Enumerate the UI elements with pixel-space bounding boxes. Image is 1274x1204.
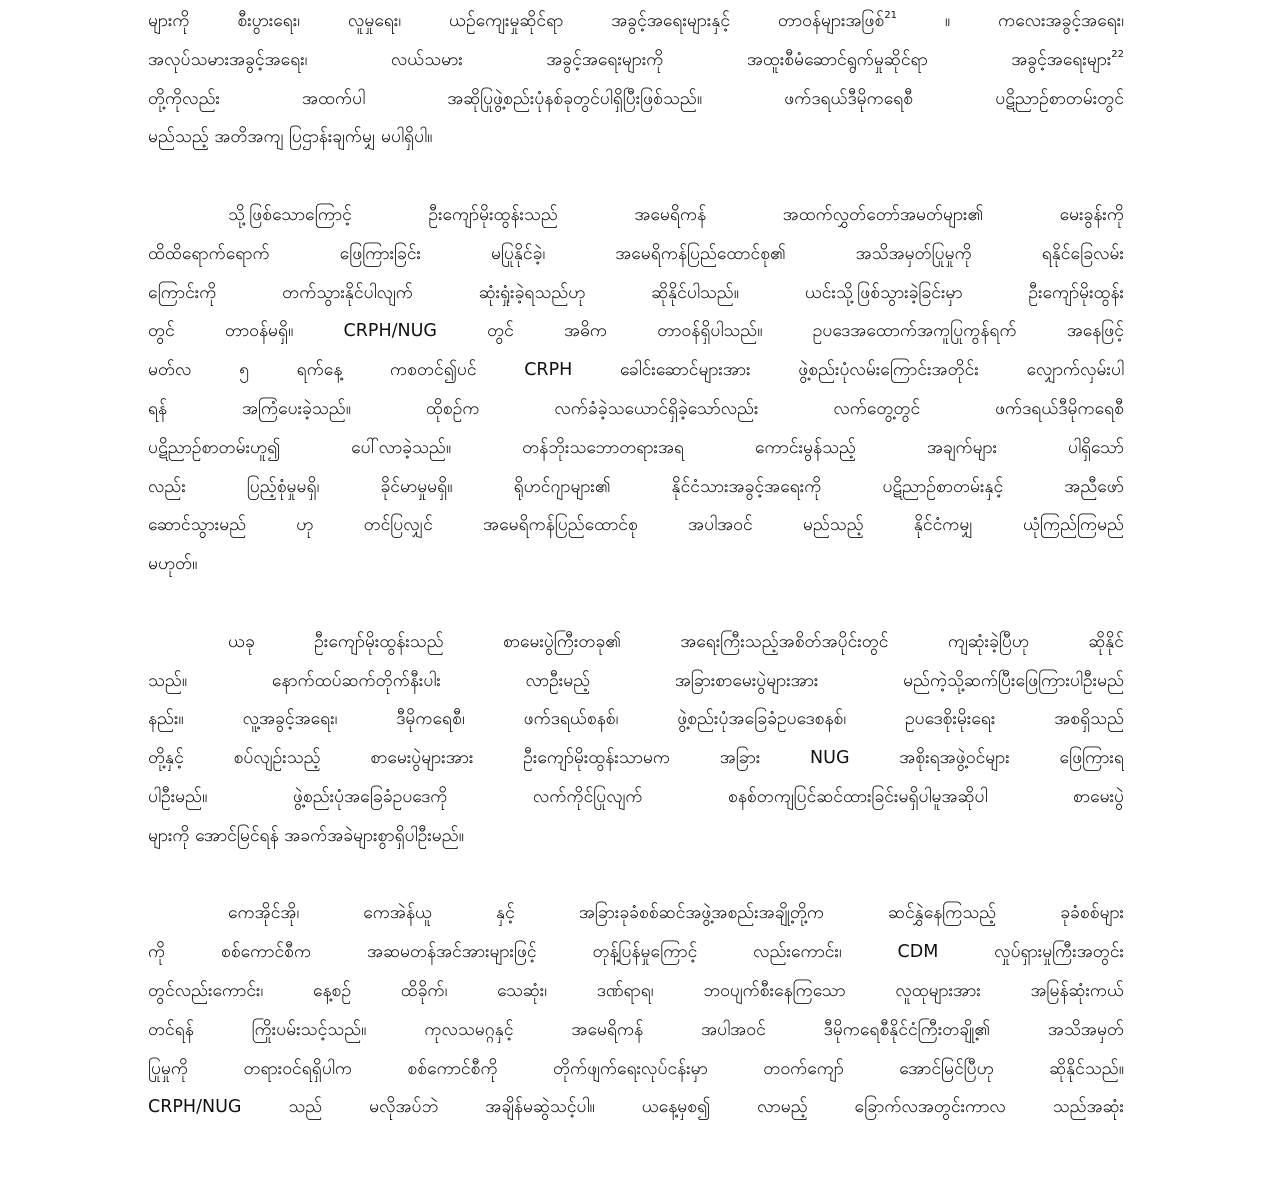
paragraph-spacer (148, 856, 1124, 895)
text-line: တွင် တာဝန်မရှိ။ CRPH/NUG တွင် အဓိက တာဝန်ရှိပါသည်။ ဥပဒေအထောက်အကူပြုကွန်ရက် အနေဖြင့် (148, 321, 1124, 342)
text-line: များကို စီးပွားရေး၊ လူမှုရေး၊ ယဉ်ကျေးမှုဆိုင်ရာ အခွင့်အရေးများနှင့် တာဝန်များအဖြစ်$^{21}$ ။ ကလေးအခွင့်အရေး၊ (148, 10, 1124, 31)
text-line: မတ်လ ၅ ရက်နေ့ ကစတင်၍ပင် CRPH ခေါင်းဆောင်များအား ဖွဲ့စည်းပုံလမ်းကြောင်းအတိုင်း လျှောက်လှမ်းပါ (148, 360, 1124, 381)
text-line: ရန် အကြံပေးခဲ့သည်။ ထိုစဉ်က လက်ခံခဲ့သယောင်ရှိခဲ့သော်လည်း လက်တွေ့တွင် ဖက်ဒရယ်ဒီမိုကရေစီ (148, 398, 1124, 419)
paragraph-spacer (148, 157, 1124, 196)
text-line: ယခု ဦးကျော်မိုးထွန်းသည် စာမေးပွဲကြီးတခု၏ အရေးကြီးသည့်အစိတ်အပိုင်းတွင် ကျဆုံးခဲ့ပြီဟု ဆိုနိုင် (228, 631, 1124, 652)
text-line: ပါဦးမည်။ ဖွဲ့စည်းပုံအခြေခံဥပဒေကို လက်ကိုင်ပြုလျက် စနစ်တကျပြင်ဆင်ထားခြင်းမရှိပါမူအဆိုပါ စာမေးပွဲ (148, 786, 1124, 807)
paragraph-1 (148, 2, 1124, 157)
text-line: မဟုတ်။ (148, 554, 198, 575)
text-line: ကို စစ်ကောင်စီက အဆမတန်အင်အားများဖြင့် တုန့်ပြန်မှုကြောင့် လည်းကောင်း၊ CDM လှုပ်ရှားမှုကြီးအတွင်း (148, 942, 1124, 963)
text-line: လည်း ပြည့်စုံမှုမရှိ၊ ခိုင်မာမှုမရှိ။ ရိုဟင်ဂျာများ၏ နိုင်ငံသားအခွင့်အရေးကို ပဋိညာဉ်စာတမ်းနှင့် အညီဖော် (148, 476, 1124, 497)
footnote-ref-21[interactable]: 21 (884, 10, 898, 21)
paragraph-spacer (148, 584, 1124, 623)
footnote-ref-22[interactable]: 22 (1111, 48, 1124, 60)
text-line: ပြုမှုကို တရားဝင်ရရှိပါက စစ်ကောင်စီကို တိုက်ဖျက်ရေးလုပ်ငန်းမှာ တဝက်ကျော် အောင်မြင်ပြီဟု ဆိုနိုင်သည်။ (148, 1058, 1124, 1079)
text-line: တို့ကိုလည်း အထက်ပါ အဆိုပြုဖွဲ့စည်းပုံနစ်ခုတွင်ပါရှိပြီးဖြစ်သည်။ ဖက်ဒရယ်ဒီမိုကရေစီ ပဋိညာဉ်စာတမ်းတွင် (148, 88, 1124, 109)
text-line: သည်။ နောက်ထပ်ဆက်တိုက်နီးပါး လာဦးမည့် အခြားစာမေးပွဲများအား မည်ကဲ့သို့ဆက်ပြီးဖြေကြားပါဦးမည် (148, 670, 1124, 691)
text-line: တွင်လည်းကောင်း၊ နေ့စဉ် ထိခိုက်၊ သေဆုံး၊ ဒဏ်ရာရ၊ ဘဝပျက်စီးနေကြသော လူထုများအား အမြန်ဆုံးကယ် (148, 980, 1124, 1001)
text-line: ထိထိရောက်ရောက် ဖြေကြားခြင်း မပြုနိုင်ခဲ့၊ အမေရိကန်ပြည်ထောင်စု၏ အသိအမှတ်ပြုမှုကို ရနိုင်ခြေလမ်း (148, 243, 1124, 264)
text-line: တို့နှင့် စပ်လျဉ်းသည့် စာမေးပွဲများအား ဦးကျော်မိုးထွန်းသာမက အခြား NUG အစိုးရအဖွဲ့ဝင်များ ဖြေကြားရ (148, 748, 1124, 769)
text-line: ဆောင်သွားမည် ဟု တင်ပြလျှင် အမေရိကန်ပြည်ထောင်စု အပါအဝင် မည်သည့် နိုင်ငံကမျှ ယုံကြည်ကြမည် (148, 515, 1124, 536)
text-line: တင်ရန် ကြိုးပမ်းသင့်သည်။ ကုလသမဂ္ဂနှင့် အမေရိကန် အပါအဝင် ဒီမိုကရေစီနိုင်ငံကြီးတချို့၏ အသိအမှတ် (148, 1019, 1124, 1040)
text-line: CRPH/NUG သည် မလိုအပ်ဘဲ အချိန်မဆွဲသင့်ပါ။ ယနေ့မှစ၍ လာမည့် ခြောက်လအတွင်းကာလ သည်အဆုံး (148, 1097, 1124, 1118)
text-line: သို့ဖြစ်သောကြောင့် ဦးကျော်မိုးထွန်းသည် အမေရိကန် အထက်လွှတ်တော်အမတ်များ၏ မေးခွန်းကို (228, 204, 1124, 225)
text-line: နည်း။ လူ့အခွင့်အရေး၊ ဒီမိုကရေစီ၊ ဖက်ဒရယ်စနစ်၊ ဖွဲ့စည်းပုံအခြေခံဥပဒေစနစ်၊ ဥပဒေစိုးမိုးရေး အစရှိသည် (148, 709, 1124, 730)
text-line: မည်သည့် အတိအကျ ပြဌာန်းချက်မျှ မပါရှိပါ။ (148, 127, 433, 148)
text-line: ပဋိညာဉ်စာတမ်းဟူ၍ ပေါ်လာခဲ့သည်။ တန်ဘိုးသဘောတရားအရ ကောင်းမွန်သည့် အချက်များ ပါရှိသော် (148, 437, 1124, 458)
text-line: ကေအိုင်အို၊ ကေအဲန်ယူ နှင့် အခြားခုခံစစ်ဆင်အဖွဲ့အစည်းအချို့တို့က ဆင်နွှဲနေကြသည့် ခုခံစစ်များ (228, 903, 1124, 924)
paragraph-2 (148, 196, 1124, 584)
text-line: များကို အောင်မြင်ရန် အခက်အခဲများစွာရှိပါဦးမည်။ (148, 825, 464, 846)
paragraph-4 (148, 894, 1124, 1127)
text-line: အလုပ်သမားအခွင့်အရေး၊ လယ်သမား အခွင့်အရေးများကို အထူးစီမံဆောင်ရွက်မှုဆိုင်ရာ အခွင့်အရေးများ$^{22}$ (148, 48, 1124, 70)
paragraph-3 (148, 623, 1124, 856)
text-line: ကြောင်းကို တက်သွားနိုင်ပါလျက် ဆုံးရှုံးခဲ့ရသည်ဟု ဆိုနိုင်ပါသည်။ ယင်းသို့ဖြစ်သွားခဲ့ခြင်းမှာ ဦးကျော်မိုးထွန်း (148, 282, 1124, 303)
